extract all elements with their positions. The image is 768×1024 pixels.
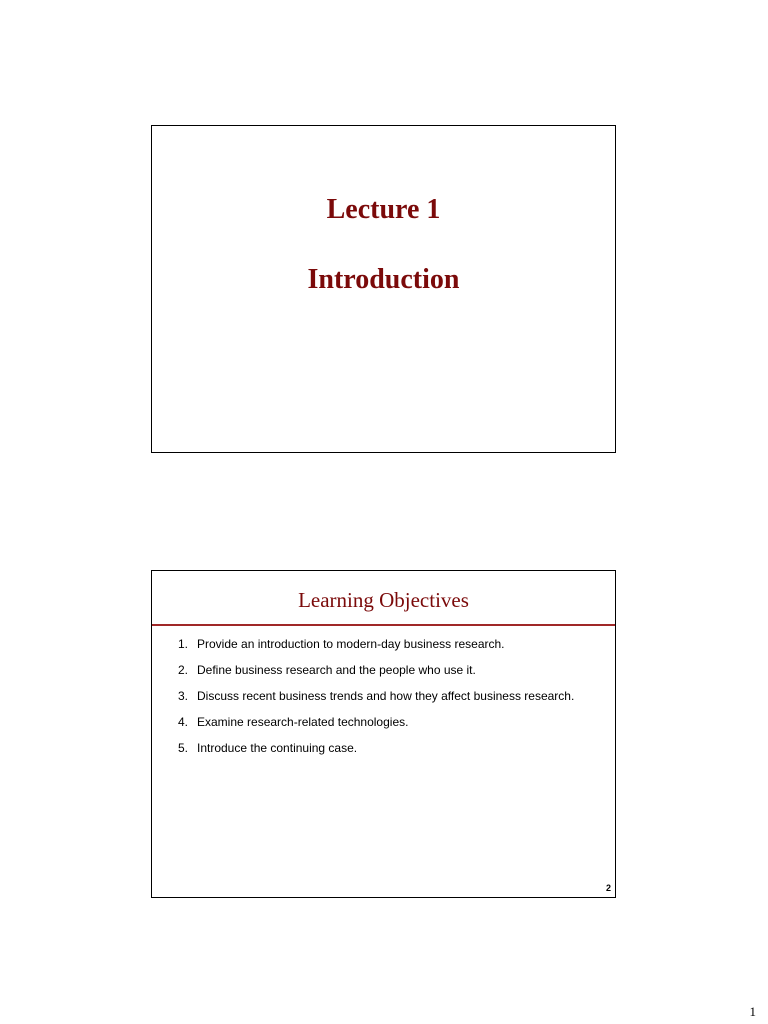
objectives-list xyxy=(178,637,574,767)
list-item xyxy=(178,663,574,677)
list-item-number: 3. xyxy=(178,689,189,703)
list-item-text: Examine research-related technologies. xyxy=(197,715,409,729)
list-item-text: Define business research and the people who use it. xyxy=(197,663,476,677)
list-item-text: Introduce the continuing case. xyxy=(197,741,358,755)
list-item-number: 5. xyxy=(178,741,189,755)
list-item-number: 2. xyxy=(178,663,189,677)
slide-learning-objectives xyxy=(151,570,616,898)
lecture-subtitle: Introduction xyxy=(307,264,460,295)
slide-title xyxy=(151,125,616,453)
slide-number: 2 xyxy=(605,883,611,893)
heading-divider xyxy=(152,624,615,626)
list-item-number: 4. xyxy=(178,715,189,729)
list-item-text: Provide an introduction to modern-day business research. xyxy=(197,637,505,651)
list-item-text: Discuss recent business trends and how they affect business research. xyxy=(197,689,575,703)
list-item xyxy=(178,715,574,729)
lecture-title: Lecture 1 xyxy=(326,194,441,225)
list-item-number: 1. xyxy=(178,637,189,651)
slide-heading: Learning Objectives xyxy=(298,588,469,612)
list-item xyxy=(178,689,574,703)
page-number: 1 xyxy=(749,1004,756,1019)
list-item xyxy=(178,637,574,651)
list-item xyxy=(178,741,574,755)
